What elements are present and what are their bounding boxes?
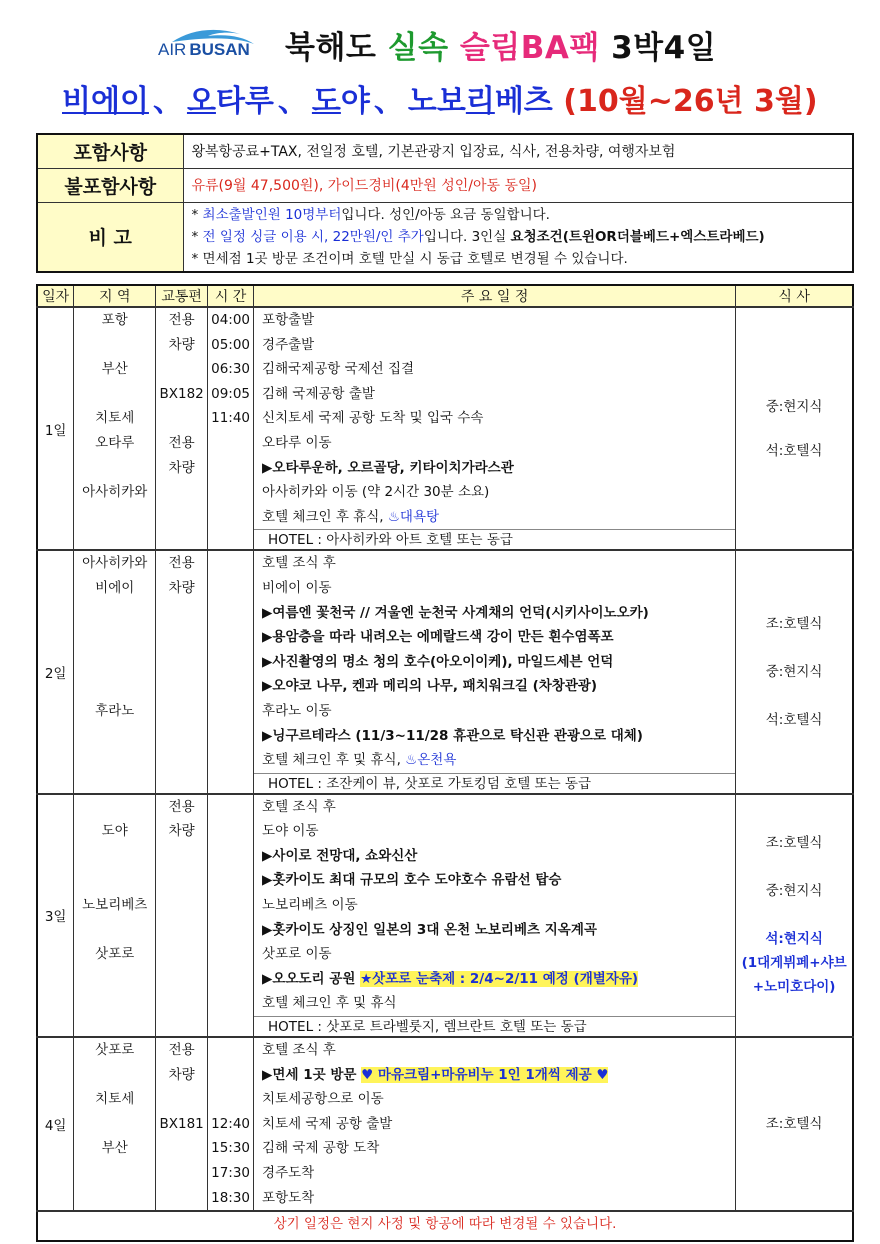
- transport-line: 전용: [168, 555, 195, 572]
- itinerary-line: ▶오타루운하, 오르골당, 키타이치가라스관: [262, 459, 514, 476]
- dutyfree-highlight: ♥ 마유크림+마유비누 1인 1개씩 제공 ♥: [361, 1066, 609, 1083]
- itinerary-line: 호텔 체크인 후 및 휴식, ♨온천욕: [262, 752, 457, 769]
- meal-cell: [736, 794, 853, 1037]
- region-line: [74, 868, 155, 893]
- region-line: [74, 795, 155, 820]
- region-line: 삿포로: [95, 946, 135, 963]
- region-cell: [74, 794, 156, 1037]
- note-label: 비 고: [37, 202, 183, 272]
- itinerary-line: 호텔 체크인 후 휴식, ♨대욕탕: [262, 508, 440, 525]
- day-row-4: [37, 1037, 853, 1211]
- transport-line: 차량: [168, 1066, 195, 1083]
- transport-line: 차량: [168, 579, 195, 596]
- itinerary-line: 노보리베츠 이동: [262, 897, 358, 914]
- header-transport: 교통편: [156, 285, 208, 307]
- meal-cell: [736, 550, 853, 793]
- itinerary-cell: [254, 307, 736, 550]
- note-line: * 최소출발인원 10명부터입니다. 성인/아동 요금 동일합니다.: [191, 206, 550, 223]
- transport-line: [156, 357, 207, 382]
- meal-cell: [736, 307, 853, 550]
- header-meal: 식 사: [736, 285, 853, 307]
- itinerary-line: ▶오야코 나무, 켄과 메리의 나무, 패치워크길 (차창관광): [262, 678, 598, 695]
- region-line: 도야: [101, 823, 128, 840]
- transport-line: 전용: [168, 312, 195, 328]
- itinerary-line: ▶사이로 전망대, 쇼와신산: [262, 847, 418, 864]
- time-line: 17:30: [211, 1165, 251, 1181]
- itinerary-line: 포항출발: [262, 312, 315, 328]
- page-header: [0, 18, 880, 128]
- hotel-line: HOTEL : 조잔케이 뷰, 삿포로 가토킹덤 호텔 또는 동급: [254, 773, 735, 793]
- time-line: 18:30: [211, 1189, 251, 1206]
- transport-line: 전용: [168, 798, 195, 815]
- day-label: 4일: [37, 1037, 74, 1211]
- itinerary-line: 신치토세 국제 공항 도착 및 입국 수속: [262, 410, 484, 427]
- time-line: 04:00: [211, 312, 251, 328]
- region-line: [74, 601, 155, 626]
- time-cell: [208, 550, 254, 793]
- meal-cell: [736, 1037, 853, 1211]
- itinerary-line: ▶홋카이도 상징인 일본의 3대 온천 노보리베츠 지옥계곡: [262, 921, 597, 938]
- hotel-line: HOTEL : 삿포로 트라벨룻지, 렘브란트 호텔 또는 동급: [254, 1016, 735, 1036]
- exclude-row: [37, 168, 853, 202]
- transport-line: BX181: [159, 1115, 204, 1132]
- itinerary-line: 오타루 이동: [262, 434, 332, 451]
- day-label: 3일: [37, 794, 74, 1037]
- exclude-label: 불포함사항: [37, 168, 183, 202]
- region-line: 아사히카와: [82, 484, 148, 501]
- schedule-header-row: [37, 285, 853, 307]
- meal-line: 조:호텔식: [765, 1116, 823, 1133]
- itinerary-line: ▶여름엔 꽃천국 // 겨울엔 눈천국 사계채의 언덕(시키사이노오카): [262, 604, 649, 621]
- time-line: 15:30: [211, 1140, 251, 1157]
- region-cell: [74, 1037, 156, 1211]
- meal-line: [736, 855, 852, 879]
- time-line: [208, 1087, 253, 1112]
- time-line: 12:40: [211, 1115, 251, 1132]
- region-line: [74, 456, 155, 481]
- transport-line: 차량: [168, 459, 195, 476]
- meal-line: 석:현지식: [765, 931, 823, 948]
- transport-line: 차량: [168, 336, 195, 353]
- air-busan-logo: [158, 24, 262, 70]
- region-cell: [74, 550, 156, 793]
- itinerary-line: 아사히카와 이동 (약 2시간 30분 소요): [262, 484, 490, 501]
- region-line: 후라노: [95, 702, 135, 719]
- itinerary-cell: [254, 1037, 736, 1211]
- itinerary-line: 후라노 이동: [262, 702, 332, 719]
- day-row-1: [37, 307, 853, 550]
- onsen-label: ♨온천욕: [405, 752, 457, 769]
- region-line: [74, 650, 155, 675]
- itinerary-line: 도야 이동: [262, 823, 319, 840]
- itinerary-line: 호텔 조식 후: [262, 555, 336, 572]
- info-table: [36, 133, 854, 273]
- meal-line: 조:호텔식: [765, 616, 823, 633]
- transport-line: [156, 406, 207, 431]
- meal-line: 조:호텔식: [765, 835, 823, 852]
- transport-line: 차량: [168, 823, 195, 840]
- region-line: [74, 674, 155, 699]
- time-line: 06:30: [211, 361, 251, 378]
- region-line: [74, 625, 155, 650]
- region-line: [74, 382, 155, 407]
- note-line: * 전 일정 싱글 이용 시, 22만원/인 추가입니다. 3인실 요청조건(트윈OR더블베드+엑스트라베드): [191, 228, 765, 245]
- region-line: 비에이: [95, 579, 135, 596]
- footer-note: 상기 일정은 현지 사정 및 항공에 따라 변경될 수 있습니다.: [37, 1211, 853, 1241]
- meal-line: [736, 903, 852, 927]
- snow-festival-highlight: ★삿포로 눈축제 : 2/4~2/11 예정 (개별자유): [360, 970, 639, 987]
- time-line: 11:40: [211, 410, 251, 427]
- region-cell: [74, 307, 156, 550]
- itinerary-line: 호텔 체크인 후 및 휴식: [262, 995, 397, 1012]
- itinerary-cell: [254, 550, 736, 793]
- region-line: 치토세: [95, 1091, 135, 1108]
- region-line: [74, 333, 155, 358]
- day-row-2: [37, 550, 853, 793]
- meal-line: [736, 636, 852, 660]
- meal-line: [736, 418, 852, 440]
- itinerary-line: ▶용암층을 따라 내려오는 에메랄드색 강이 만든 흰수염폭포: [262, 629, 614, 646]
- include-row: [37, 134, 853, 168]
- itinerary-line: 김해국제공항 국제선 집결: [262, 361, 415, 378]
- region-line: 부산: [101, 1140, 128, 1157]
- region-line: 삿포로: [95, 1042, 135, 1059]
- itinerary-line: 경주출발: [262, 336, 315, 353]
- region-line: 포항: [101, 312, 128, 328]
- header-day: 일자: [37, 285, 74, 307]
- itinerary-line: ▶사진촬영의 명소 청의 호수(아오이이케), 마일드세븐 언덕: [262, 653, 614, 670]
- time-line: 05:00: [211, 336, 251, 353]
- header-region: 지 역: [74, 285, 156, 307]
- schedule-table: [36, 284, 854, 1242]
- header-itinerary: 주 요 일 정: [254, 285, 736, 307]
- transport-line: BX182: [159, 385, 204, 402]
- time-cell: [208, 1037, 254, 1211]
- meal-line: (1대게뷔페+샤브: [741, 955, 847, 972]
- itinerary-line: 포항도착: [262, 1189, 315, 1206]
- transport-cell: [156, 794, 208, 1037]
- day-label: 1일: [37, 307, 74, 550]
- footer-row: [37, 1211, 853, 1241]
- note-row: [37, 202, 853, 272]
- region-line: [74, 1063, 155, 1088]
- transport-cell: [156, 307, 208, 550]
- itinerary-line: ▶홋카이도 최대 규모의 호수 도야호수 유람선 탑승: [262, 872, 562, 889]
- meal-line: 중:현지식: [765, 398, 823, 415]
- time-line: [208, 1063, 253, 1088]
- itinerary-line: 호텔 조식 후: [262, 798, 336, 815]
- time-line: 09:05: [211, 385, 251, 402]
- transport-cell: [156, 550, 208, 793]
- itinerary-line: 삿포로 이동: [262, 946, 332, 963]
- meal-line: 석:호텔식: [765, 712, 823, 729]
- note-value: [183, 202, 853, 272]
- itinerary-line: 김해 국제공항 출발: [262, 385, 375, 402]
- transport-cell: [156, 1037, 208, 1211]
- itinerary-line: 호텔 조식 후: [262, 1042, 336, 1059]
- meal-line: 중:현지식: [765, 883, 823, 900]
- transport-line: 전용: [168, 1042, 195, 1059]
- meal-line: [736, 684, 852, 708]
- transport-line: [156, 1087, 207, 1112]
- region-line: 치토세: [95, 410, 135, 427]
- transport-line: 전용: [168, 434, 195, 451]
- include-value: 왕복항공료+TAX, 전일정 호텔, 기본관광지 입장료, 식사, 전용차량, 여행자보험: [183, 134, 853, 168]
- page-title: 북해도 실속 슬림BA팩 3박4일: [285, 30, 717, 66]
- itinerary-line: 비에이 이동: [262, 579, 332, 596]
- day-label: 2일: [37, 550, 74, 793]
- region-line: 오타루: [95, 434, 135, 451]
- itinerary-line: 치토세공항으로 이동: [262, 1091, 384, 1108]
- itinerary-line: 치토세 국제 공항 출발: [262, 1115, 393, 1132]
- itinerary-line: ▶오오도리 공원 ★삿포로 눈축제 : 2/4~2/11 예정 (개별자유): [262, 970, 639, 987]
- exclude-value: 유류(9월 47,500원), 가이드경비(4만원 성인/아동 동일): [183, 168, 853, 202]
- itinerary-cell: [254, 794, 736, 1037]
- itinerary-line: 경주도착: [262, 1165, 315, 1181]
- include-label: 포함사항: [37, 134, 183, 168]
- itinerary-line: ▶닝구르테라스 (11/3~11/28 휴관으로 탁신관 관광으로 대체): [262, 727, 643, 744]
- region-line: [74, 1112, 155, 1137]
- itinerary-line: 김해 국제 공항 도착: [262, 1140, 380, 1157]
- day-row-3: [37, 794, 853, 1037]
- logo-text: AIR BUSAN: [158, 40, 250, 59]
- page-subtitle: 비에이 、 오타루 、 도야 、 노보리베츠 (10월~26년 3월): [62, 84, 818, 119]
- region-line: 노보리베츠: [82, 897, 148, 914]
- time-cell: [208, 794, 254, 1037]
- onsen-label: ♨대욕탕: [387, 508, 440, 525]
- itinerary-line: ▶면세 1곳 방문 ♥ 마유크림+마유비누 1인 1개씩 제공 ♥: [262, 1066, 609, 1083]
- time-cell: [208, 307, 254, 550]
- region-line: 아사히카와: [82, 555, 148, 572]
- region-line: [74, 844, 155, 869]
- hotel-line: HOTEL : 아사히카와 아트 호텔 또는 동급: [254, 529, 735, 549]
- region-line: 부산: [101, 361, 128, 378]
- meal-line: 중:현지식: [765, 664, 823, 681]
- note-line: * 면세점 1곳 방문 조건이며 호텔 만실 시 동급 호텔로 변경될 수 있습니다.: [191, 250, 628, 267]
- meal-line: +노미호다이): [752, 979, 836, 996]
- header-time: 시 간: [208, 285, 254, 307]
- time-line: [208, 1038, 253, 1063]
- region-line: [74, 918, 155, 943]
- meal-line: 석:호텔식: [765, 442, 823, 459]
